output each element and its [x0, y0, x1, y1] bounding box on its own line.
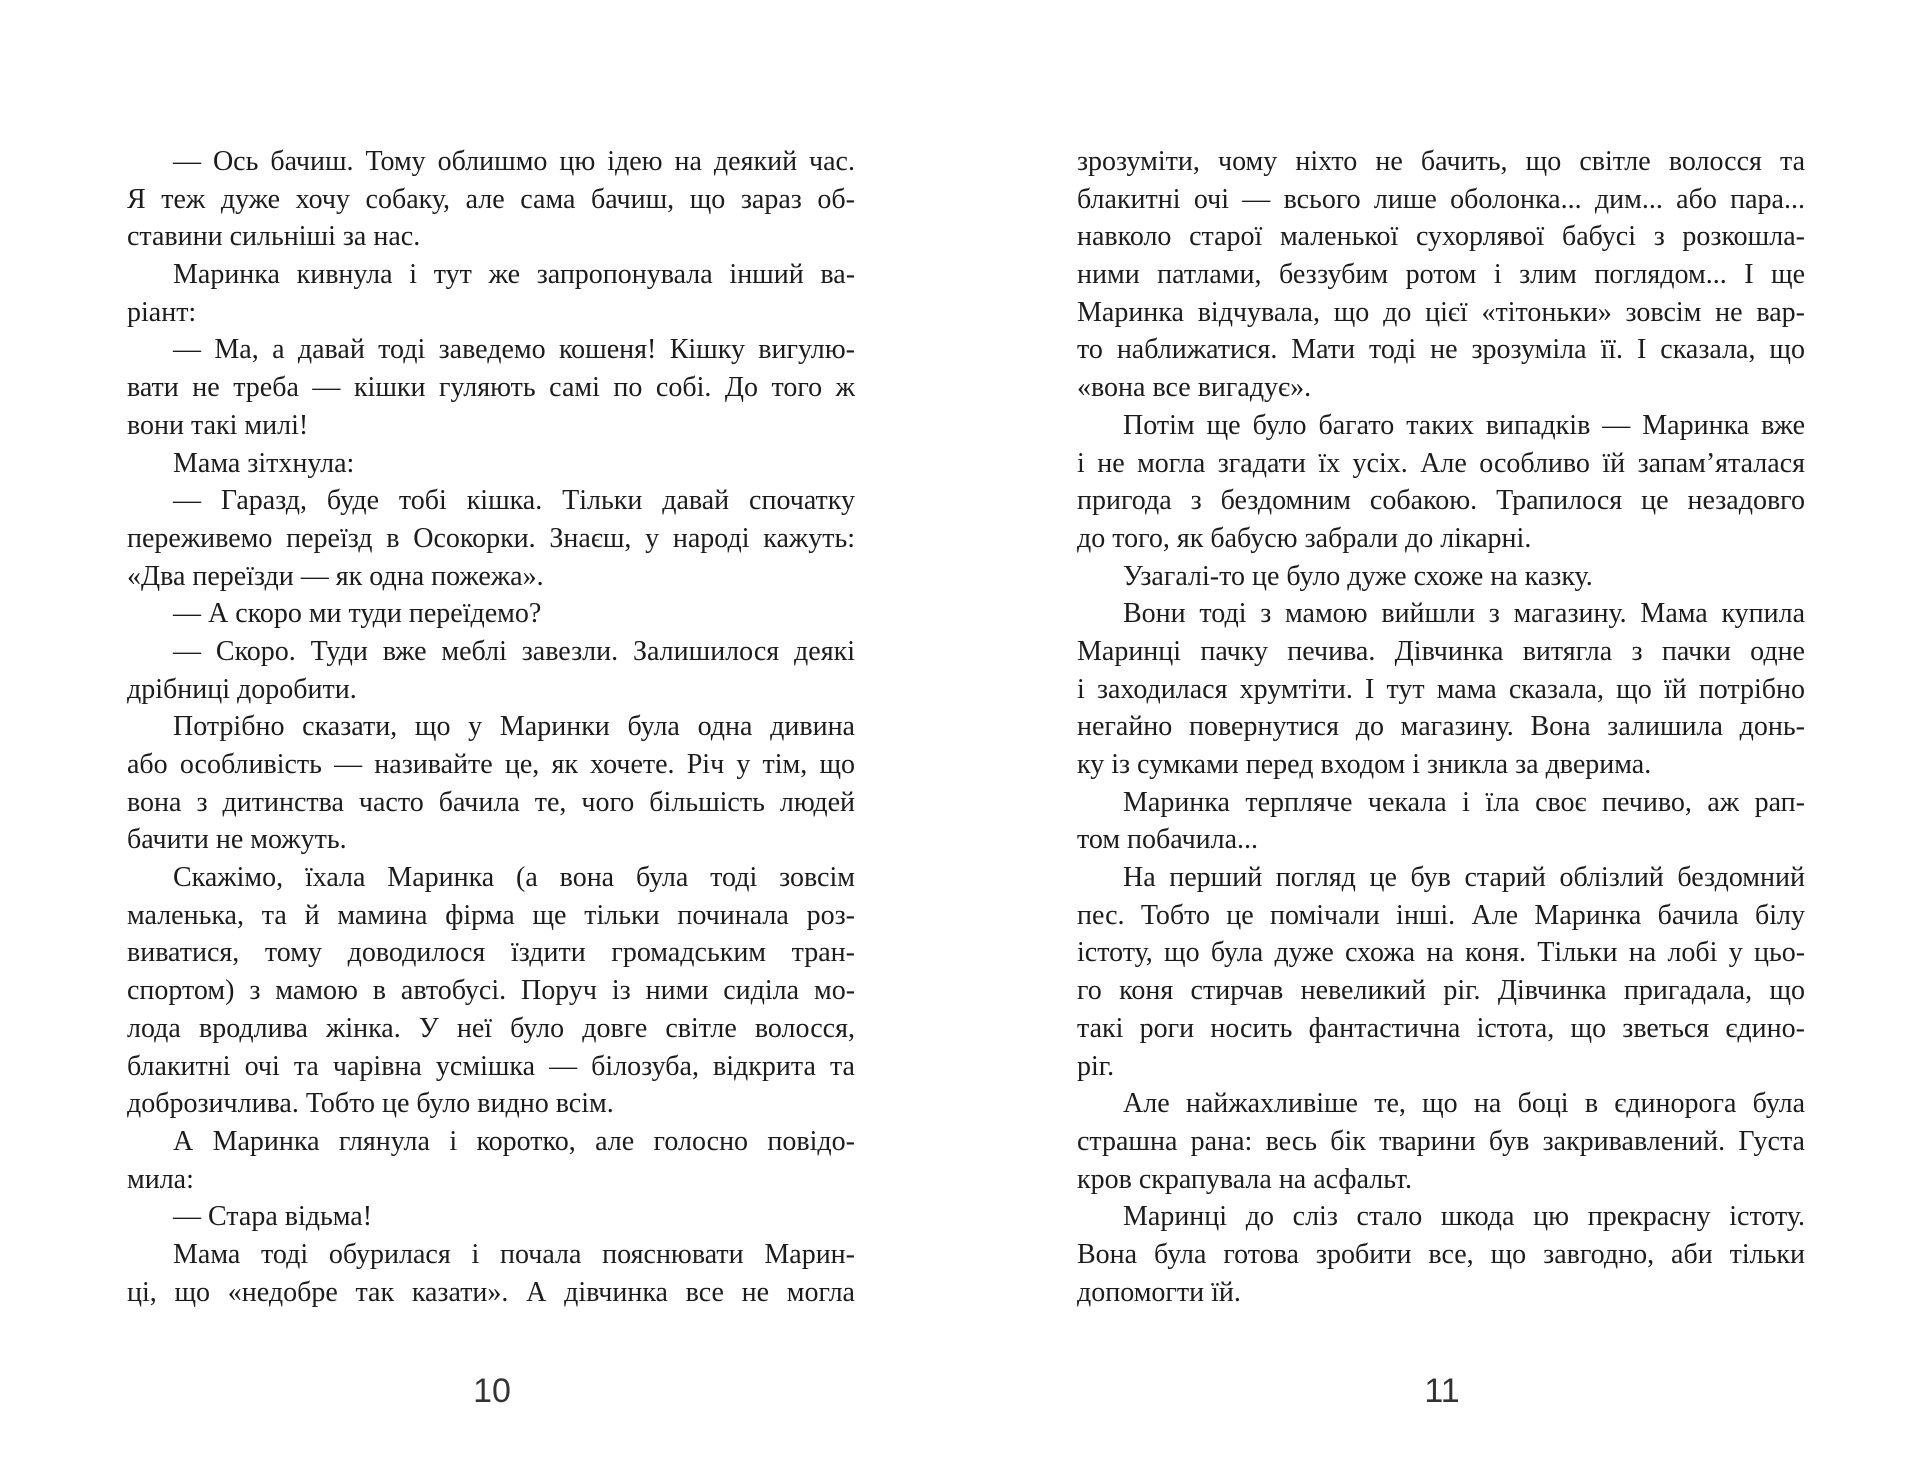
page-number-right: 11 [1424, 1372, 1460, 1410]
text-line-content: Мама зітхнула: [173, 447, 355, 479]
text-line-content: зрозуміти, чому ніхто не бачить, що світле волосся та [1077, 146, 1805, 177]
text-line [1077, 784, 1805, 822]
text-line-content: до того, як бабусю забрали до лікарні. [1077, 522, 1532, 554]
text-line [127, 934, 855, 972]
text-line-content: лода вродлива жінка. У неї було довге світле волосся, [127, 1012, 855, 1044]
text-line [127, 1198, 855, 1236]
text-line-content: істоту, що була дуже схожа на коня. Тільки на лобі у цьо- [1077, 937, 1806, 969]
left-page-text [127, 143, 855, 1311]
text-line-content: Потрібно сказати, що у Маринки була одна дивина [173, 711, 855, 743]
text-line [1077, 859, 1805, 897]
text-line-content: пес. Тобто це помічали інші. Але Маринка бачила білу [1077, 899, 1806, 931]
text-line-content: або особливість — називайте це, як хочете. Річ у тім, що [127, 749, 856, 780]
text-line-content: вати не треба — кішки гуляють самі по собі. До того ж [127, 372, 856, 404]
text-line-content: дрібниці доробити. [127, 673, 357, 705]
text-line-content: Але найжахливіше те, що на боці в єдинорога була [1123, 1088, 1806, 1120]
text-line-content: А Маринка глянула і коротко, але голосно повідо- [173, 1125, 855, 1157]
text-line [1077, 445, 1805, 483]
paragraph [127, 1236, 855, 1311]
text-line [127, 708, 855, 746]
text-line-content: і заходилася хрумтіти. І тут мама сказала, що їй потрібно [1077, 673, 1806, 705]
paragraph [127, 1123, 855, 1198]
text-line [127, 445, 855, 483]
text-line-content: такі роги носить фантастична істота, що зветься єдино- [1077, 1012, 1805, 1044]
text-line-content: кров скрапувала на асфальт. [1077, 1163, 1413, 1195]
text-line [127, 256, 855, 294]
text-line [1077, 1236, 1805, 1274]
text-line-content: На перший погляд це був старий облізлий бездомний [1123, 862, 1805, 894]
text-line-content: і не могла згадати їх усіх. Але особливо їй запам’яталася [1077, 447, 1806, 479]
text-line [127, 294, 855, 332]
paragraph [127, 331, 855, 444]
text-line-content: навколо старої маленької сухорлявої бабусі з розкошла- [1077, 221, 1805, 253]
paragraph [127, 1198, 855, 1236]
text-line [1077, 369, 1805, 407]
text-line [1077, 1085, 1805, 1123]
text-line [127, 218, 855, 256]
paragraph [1077, 558, 1805, 596]
text-line [1077, 1123, 1805, 1161]
text-line-content: страшна рана: весь бік тварини був закривавлений. Густа [1077, 1125, 1805, 1157]
text-line [127, 369, 855, 407]
text-line-content: — Ма, а давай тоді заведемо кошеня! Кішку вигулю- [173, 334, 855, 366]
text-line [127, 1161, 855, 1199]
text-line [1077, 671, 1805, 709]
text-line-content: блакитні очі та чарівна усмішка — білозуба, відкрита та [127, 1050, 855, 1082]
text-line-content: виватися, тому доводилося їздити громадським тран- [127, 937, 855, 969]
text-line [1077, 1010, 1805, 1048]
text-line-content: ріант: [127, 296, 197, 328]
text-line [127, 1010, 855, 1048]
text-line-content: ріг. [1077, 1050, 1115, 1082]
text-line-content: — Ось бачиш. Тому облишмо цю ідею на деякий час. [173, 146, 855, 177]
text-line [127, 1236, 855, 1274]
text-line-content: допомогти їй. [1077, 1276, 1241, 1308]
text-line-content: Маринці до сліз стало шкода цю прекрасну істоту. [1123, 1201, 1806, 1233]
text-line [127, 859, 855, 897]
text-line [1077, 520, 1805, 558]
text-line [1077, 595, 1805, 633]
paragraph [127, 859, 855, 1123]
text-line [127, 482, 855, 520]
text-line-content: — А скоро ми туди переїдемо? [173, 598, 542, 630]
text-line-content: переживемо переїзд в Осокорки. Знаєш, у народі кажуть: [127, 522, 855, 554]
paragraph [127, 482, 855, 595]
text-line [1077, 294, 1805, 332]
paragraph [127, 633, 855, 708]
text-line-content: пригода з бездомним собакою. Трапилося це незадовго [1077, 485, 1805, 517]
text-line [127, 595, 855, 633]
text-line [1077, 143, 1805, 181]
text-line [127, 1085, 855, 1123]
text-line-content: ку із сумками перед входом і зникла за дверима. [1077, 749, 1652, 780]
text-line [1077, 897, 1805, 935]
text-line-content: вони такі милі! [127, 409, 309, 441]
text-line [127, 143, 855, 181]
text-line-content: спортом) з мамою в автобусі. Поруч із ними сиділа мо- [127, 975, 856, 1007]
text-line [1077, 218, 1805, 256]
text-line-content: Маринка відчувала, що до цієї «тітоньки» зовсім не вар- [1077, 296, 1805, 328]
text-line-content: Потім ще було багато таких випадків — Маринка вже [1123, 409, 1806, 441]
text-line-content: Вони тоді з мамою вийшли з магазину. Мама купила [1123, 598, 1806, 630]
text-line-content: «вона все вигадує». [1077, 372, 1312, 404]
text-line [127, 520, 855, 558]
paragraph [127, 708, 855, 859]
text-line [127, 671, 855, 709]
text-line [1077, 633, 1805, 671]
text-line [127, 558, 855, 596]
text-line-content: негайно повернутися до магазину. Вона залишила донь- [1077, 711, 1805, 743]
text-line [127, 746, 855, 784]
text-line [127, 821, 855, 859]
text-line [1077, 934, 1805, 972]
text-line [127, 1048, 855, 1086]
text-line-content: Маринка терпляче чекала і їла своє печиво, аж рап- [1123, 786, 1805, 818]
text-line-content: ставини сильніші за нас. [127, 221, 421, 253]
text-line-content: том побачила... [1077, 824, 1259, 856]
text-line [1077, 482, 1805, 520]
text-line-content: Маринка кивнула і тут же запропонувала інший ва- [173, 259, 856, 291]
text-line [127, 784, 855, 822]
text-line [1077, 407, 1805, 445]
text-line [1077, 746, 1805, 784]
text-line [127, 1123, 855, 1161]
text-line [1077, 1048, 1805, 1086]
text-line [1077, 1198, 1805, 1236]
paragraph [127, 595, 855, 633]
text-line [1077, 821, 1805, 859]
text-line [1077, 331, 1805, 369]
text-line [1077, 1274, 1805, 1312]
text-line-content: Вона була готова зробити все, що завгодно, аби тільки [1077, 1238, 1806, 1270]
text-line-content: то наближатися. Мати тоді не зрозуміла її. І сказала, що [1077, 334, 1805, 366]
text-line-content: го коня стирчав невеликий ріг. Дівчинка пригадала, що [1077, 975, 1806, 1007]
paragraph [1077, 595, 1805, 783]
paragraph [1077, 859, 1805, 1085]
text-line-content: доброзичлива. Тобто це було видно всім. [127, 1088, 614, 1120]
text-line-content: вона з дитинства часто бачила те, чого більшість людей [127, 786, 855, 818]
text-line [127, 633, 855, 671]
text-line-content: ці, що «недобре так казати». А дівчинка все не могла [127, 1276, 855, 1308]
text-line [127, 1274, 855, 1312]
text-line [1077, 558, 1805, 596]
text-line [127, 972, 855, 1010]
text-line-content: — Гаразд, буде тобі кішка. Тільки давай спочатку [173, 485, 855, 517]
text-line-content: мила: [127, 1163, 194, 1195]
text-line-content: Мама тоді обурилася і почала пояснювати Марин- [173, 1238, 855, 1270]
text-line-content: «Два переїзди — як одна пожежа». [127, 560, 544, 592]
paragraph [1077, 1085, 1805, 1198]
text-line [127, 181, 855, 219]
text-line [1077, 181, 1805, 219]
paragraph [127, 445, 855, 483]
text-line [127, 407, 855, 445]
page-number-left: 10 [473, 1372, 511, 1410]
text-line [127, 897, 855, 935]
text-line [1077, 1161, 1805, 1199]
text-line-content: — Скоро. Туди вже меблі завезли. Залишилося деякі [173, 635, 855, 667]
text-line-content: Я теж дуже хочу собаку, але сама бачиш, що зараз об- [127, 183, 855, 215]
text-line [127, 331, 855, 369]
text-line-content: бачити не можуть. [127, 824, 347, 856]
text-line-content: Маринці пачку печива. Дівчинка витягла з пачки одне [1077, 635, 1805, 667]
paragraph [127, 143, 855, 256]
text-line [1077, 972, 1805, 1010]
paragraph [1077, 407, 1805, 558]
text-line-content: ними патлами, беззубим ротом і злим поглядом... І ще [1077, 259, 1806, 291]
text-line [1077, 708, 1805, 746]
text-line-content: маленька, та й мамина фірма ще тільки починала роз- [127, 899, 855, 931]
paragraph [1077, 1198, 1805, 1311]
paragraph [1077, 143, 1805, 407]
text-line-content: — Стара відьма! [173, 1201, 373, 1233]
text-line-content: блакитні очі — всього лише оболонка... дим... або пара... [1077, 183, 1805, 215]
text-line-content: Скажімо, їхала Маринка (а вона була тоді зовсім [173, 862, 855, 894]
right-page-text [1077, 143, 1805, 1311]
text-line [1077, 256, 1805, 294]
paragraph [127, 256, 855, 331]
text-line-content: Узагалі-то це було дуже схоже на казку. [1123, 560, 1593, 592]
paragraph [1077, 784, 1805, 859]
